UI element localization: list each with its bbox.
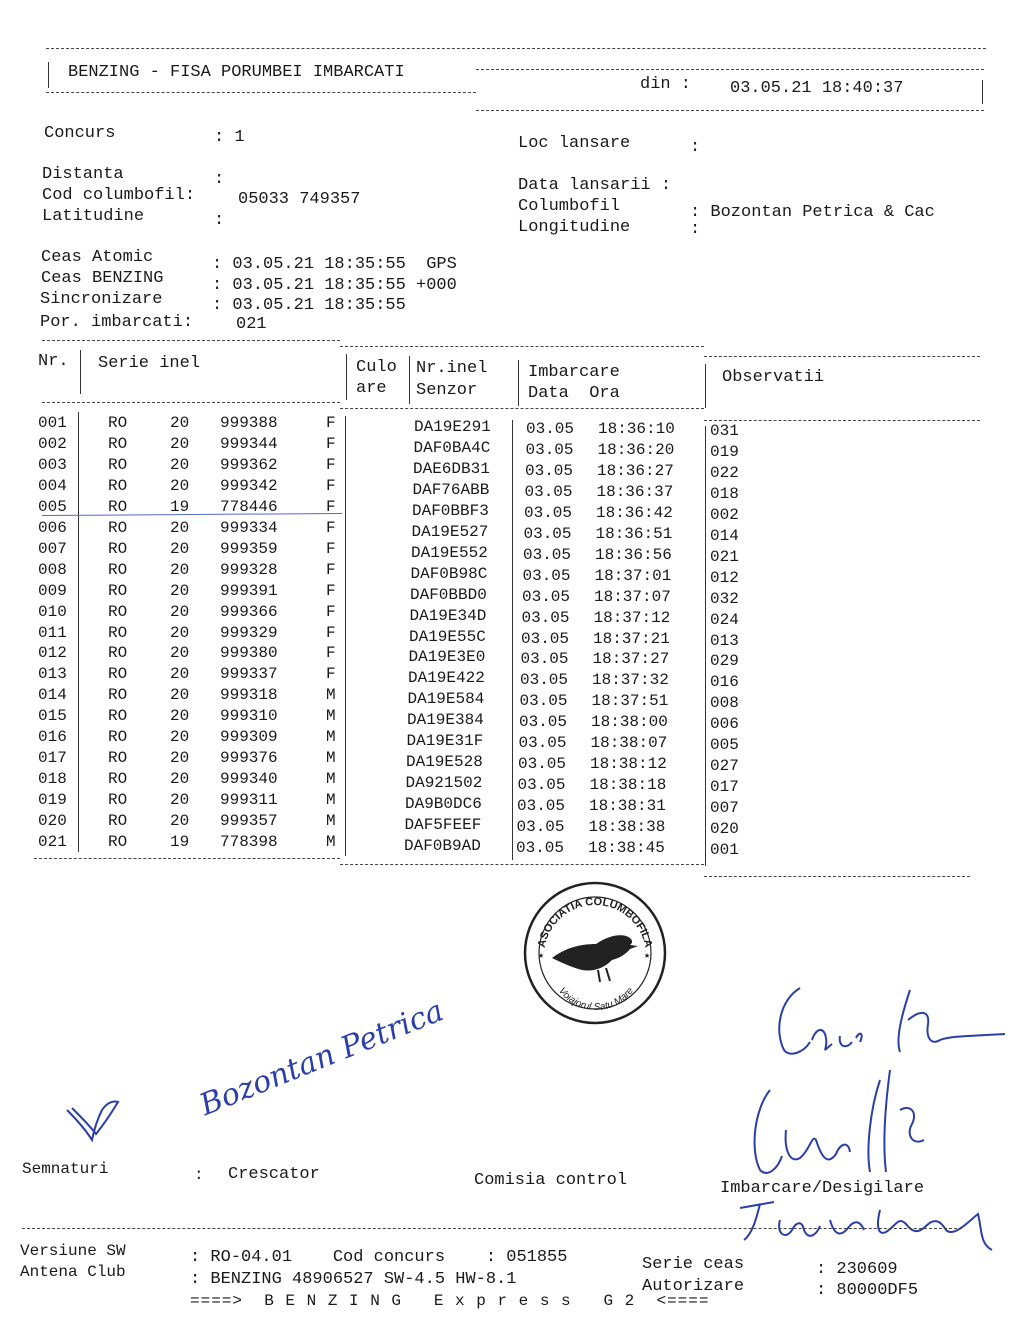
row-sex: F — [326, 434, 336, 453]
autorizare-value: : 80000DF5 — [816, 1281, 919, 1300]
row-sex: F — [326, 560, 336, 579]
row-sensor-id: DA921502 — [405, 774, 483, 793]
row-observation: 007 — [710, 799, 739, 818]
handwritten-crescator-name: Bozontan Petrica — [194, 993, 449, 1123]
row-time: 18:36:42 — [596, 503, 673, 522]
column-header-imbarcare-1: Imbarcare — [528, 363, 620, 382]
row-sex: M — [326, 812, 336, 831]
row-nr: 005 — [38, 497, 67, 516]
row-time: 18:37:21 — [593, 629, 670, 648]
row-country: RO — [108, 707, 128, 726]
comisia-control-label: Comisia control — [474, 1171, 628, 1190]
row-observation: 018 — [710, 484, 739, 503]
row-country: RO — [108, 728, 128, 747]
row-year: 20 — [170, 518, 190, 537]
crescator-label: Crescator — [228, 1165, 320, 1184]
row-country: RO — [108, 791, 128, 810]
association-stamp — [520, 878, 670, 1028]
row-sensor-id: DA19E584 — [407, 690, 485, 709]
row-nr: 009 — [38, 581, 67, 600]
row-date: 03.05 — [521, 629, 570, 648]
row-date: 03.05 — [518, 734, 567, 753]
data-lansarii-label: Data lansarii : — [518, 176, 672, 195]
footer-rule — [22, 1228, 962, 1229]
row-observation: 017 — [710, 778, 739, 797]
porumbei-imbarcati-value: 021 — [236, 315, 267, 334]
porumbei-imbarcati-label: Por. imbarcati: — [40, 313, 194, 332]
row-nr: 013 — [38, 665, 67, 684]
stamp-bottom-text: Voiajorul Satu Mare — [556, 985, 636, 1014]
latitudine-label: Latitudine — [42, 207, 145, 226]
row-sex: M — [326, 749, 336, 768]
header-datetime: 03.05.21 18:40:37 — [730, 79, 904, 98]
row-year: 20 — [170, 665, 190, 684]
row-observation: 013 — [710, 631, 739, 650]
row-time: 18:38:18 — [589, 776, 667, 795]
row-ring-number: 999357 — [220, 812, 278, 831]
row-year: 20 — [170, 539, 190, 558]
row-ring-number: 778398 — [220, 833, 278, 851]
row-date: 03.05 — [525, 440, 574, 459]
row-observation: 001 — [710, 841, 739, 859]
row-observation: 006 — [710, 715, 739, 734]
row-observation: 016 — [710, 673, 739, 692]
row-time: 18:37:51 — [591, 692, 669, 711]
body-divider-observatii — [705, 426, 706, 866]
header-top-rule — [46, 48, 986, 49]
row-time: 18:37:01 — [594, 566, 672, 585]
table-header-bottom-rule — [42, 402, 340, 403]
row-time: 18:36:27 — [597, 461, 674, 480]
row-nr: 014 — [38, 686, 67, 705]
header-bottom-rule-right — [476, 110, 984, 111]
row-time: 18:38:31 — [589, 797, 666, 816]
body-divider-culoare — [345, 416, 346, 856]
row-sensor-id: DA19E3E0 — [408, 648, 486, 667]
row-date: 03.05 — [523, 524, 572, 543]
row-sensor-id: DA19E291 — [414, 418, 491, 436]
row-nr: 016 — [38, 728, 67, 747]
imbarcare-desigilare-label: Imbarcare/Desigilare — [720, 1179, 925, 1198]
row-sex: M — [326, 833, 336, 851]
row-country: RO — [108, 644, 128, 663]
row-time: 18:36:10 — [598, 420, 675, 438]
body-divider-nrinel — [512, 420, 513, 860]
row-sex: F — [326, 581, 336, 600]
semnaturi-label: Semnaturi — [22, 1160, 109, 1178]
table-header-bottom-rule-mid — [340, 408, 704, 409]
header-right-bar — [982, 80, 983, 104]
row-country: RO — [108, 770, 128, 789]
row-sensor-id: DAF0BBF3 — [412, 501, 489, 520]
row-nr: 019 — [38, 791, 67, 810]
stamp-star-right-icon: ★ — [644, 951, 651, 962]
columbofil-label: Columbofil — [518, 197, 621, 216]
row-sex: F — [326, 497, 336, 516]
pigeon-icon — [552, 935, 638, 982]
concurs-value: : 1 — [214, 128, 245, 147]
table-bottom-rule-right — [704, 876, 970, 877]
row-nr: 004 — [38, 476, 67, 495]
row-sex: F — [326, 665, 336, 684]
row-sensor-id: DAF0BA4C — [413, 438, 491, 457]
row-ring-number: 999318 — [220, 686, 278, 705]
column-header-imbarcare-2: Data Ora — [528, 384, 620, 403]
row-sex: M — [326, 707, 336, 726]
svg-text:ASOCIATIA COLUMBOFILA — [536, 896, 655, 949]
row-sex: F — [326, 518, 336, 537]
row-nr: 008 — [38, 560, 67, 579]
row-sex: F — [326, 455, 336, 474]
row-ring-number: 999388 — [220, 414, 278, 432]
row-sensor-id: DAF0BBD0 — [410, 585, 487, 604]
row-year: 20 — [170, 455, 190, 474]
table-top-rule-mid — [340, 346, 704, 347]
row-time: 18:38:07 — [590, 734, 668, 753]
stamp-star-left-icon: ★ — [538, 951, 545, 962]
row-year: 20 — [170, 686, 190, 705]
longitudine-value: : — [690, 220, 701, 239]
header-divider-observatii — [705, 364, 706, 408]
row-ring-number: 999329 — [220, 623, 278, 642]
row-country: RO — [108, 560, 128, 579]
row-nr: 007 — [38, 539, 67, 558]
row-observation: 027 — [710, 757, 739, 776]
row-date: 03.05 — [519, 713, 568, 732]
ceas-atomic-value: : 03.05.21 18:35:55 GPS — [212, 255, 457, 274]
row-ring-number: 999334 — [220, 518, 278, 537]
row-sex: F — [326, 623, 336, 642]
row-ring-number: 999359 — [220, 539, 278, 558]
row-year: 20 — [170, 644, 190, 663]
sincronizare-label: Sincronizare — [40, 290, 163, 309]
row-date: 03.05 — [519, 692, 568, 711]
handwritten-signature-bottom — [730, 1190, 1000, 1260]
distanta-label: Distanta — [42, 165, 124, 184]
row-ring-number: 999380 — [220, 644, 278, 663]
row-ring-number: 999362 — [220, 455, 278, 474]
row-date: 03.05 — [524, 482, 573, 501]
row-country: RO — [108, 455, 128, 474]
row-country: RO — [108, 833, 128, 851]
row-observation: 032 — [710, 589, 739, 608]
row-nr: 003 — [38, 455, 67, 474]
row-ring-number: 999337 — [220, 665, 278, 684]
row-time: 18:36:56 — [595, 545, 672, 564]
row-observation: 019 — [710, 442, 739, 461]
row-country: RO — [108, 414, 128, 432]
header-divider-nrinel — [409, 356, 410, 404]
row-sensor-id: DA19E55C — [409, 627, 486, 646]
row-ring-number: 999376 — [220, 749, 278, 768]
row-country: RO — [108, 812, 128, 831]
row-time: 18:37:12 — [593, 608, 671, 627]
row-sex: M — [326, 728, 336, 747]
table-top-rule — [42, 340, 340, 341]
row-time: 18:38:45 — [588, 839, 665, 857]
footer-line-device: : BENZING 48906527 SW-4.5 HW-8.1 — [190, 1270, 517, 1289]
row-date: 03.05 — [516, 839, 565, 857]
row-date: 03.05 — [520, 671, 569, 690]
row-sensor-id: DA19E384 — [407, 711, 484, 730]
row-observation: 005 — [710, 736, 739, 755]
row-time: 18:37:32 — [592, 671, 669, 690]
row-year: 20 — [170, 770, 190, 789]
row-nr: 002 — [38, 434, 67, 453]
row-time: 18:38:00 — [591, 713, 668, 732]
column-header-culoare-1: Culo — [356, 358, 397, 377]
row-ring-number: 999340 — [220, 770, 278, 789]
table-top-rule-right — [704, 356, 980, 357]
footer-line-version: : RO-04.01 Cod concurs : 051855 — [190, 1248, 568, 1267]
row-country: RO — [108, 518, 128, 537]
row-date: 03.05 — [521, 608, 570, 627]
serie-ceas-label: Serie ceas — [642, 1255, 745, 1274]
row-date: 03.05 — [517, 797, 566, 816]
row-ring-number: 999342 — [220, 476, 278, 495]
cod-columbofil-value: 05033 749357 — [238, 190, 361, 209]
row-date: 03.05 — [525, 461, 574, 480]
row-year: 20 — [170, 728, 190, 747]
svg-text:Voiajorul Satu Mare — [556, 985, 636, 1013]
latitudine-value: : — [214, 211, 225, 230]
body-divider-nr — [78, 412, 79, 852]
row-date: 03.05 — [526, 420, 575, 438]
header-divider-culoare — [346, 354, 347, 400]
row-ring-number: 999328 — [220, 560, 278, 579]
ceas-benzing-label: Ceas BENZING — [41, 269, 164, 288]
row-time: 18:36:51 — [595, 524, 673, 543]
row-country: RO — [108, 749, 128, 768]
column-header-serie-inel: Serie inel — [98, 354, 201, 373]
row-year: 20 — [170, 749, 190, 768]
row-country: RO — [108, 665, 128, 684]
row-sensor-id: DA19E422 — [408, 669, 485, 688]
row-country: RO — [108, 434, 128, 453]
handwritten-signature-right-middle — [740, 1060, 940, 1190]
row-observation: 014 — [710, 526, 739, 545]
document-title: BENZING - FISA PORUMBEI IMBARCATI — [68, 63, 405, 82]
row-nr: 010 — [38, 602, 67, 621]
row-sensor-id: DAF0B98C — [410, 564, 488, 583]
header-left-bar — [48, 62, 49, 88]
column-header-nr: Nr. — [38, 352, 69, 371]
row-date: 03.05 — [522, 587, 571, 606]
row-year: 20 — [170, 623, 190, 642]
row-nr: 020 — [38, 812, 67, 831]
cod-columbofil-label: Cod columbofil: — [42, 186, 196, 205]
row-ring-number: 999391 — [220, 581, 278, 600]
column-header-observatii: Observatii — [722, 368, 825, 387]
row-country: RO — [108, 602, 128, 621]
row-year: 20 — [170, 791, 190, 810]
row-ring-number: 999310 — [220, 707, 278, 726]
row-year: 20 — [170, 560, 190, 579]
ceas-benzing-value: : 03.05.21 18:35:55 +000 — [212, 276, 457, 295]
row-sensor-id: DAE6DB31 — [413, 459, 490, 478]
row-ring-number: 999366 — [220, 602, 278, 621]
row-nr: 018 — [38, 770, 67, 789]
loc-lansare-label: Loc lansare — [518, 134, 631, 153]
row-year: 20 — [170, 707, 190, 726]
antena-club-label: Antena Club — [20, 1263, 126, 1281]
serie-ceas-value: : 230609 — [816, 1260, 898, 1279]
row-country: RO — [108, 623, 128, 642]
row-year: 19 — [170, 833, 190, 851]
row-time: 18:36:37 — [596, 482, 674, 501]
row-sex: M — [326, 770, 336, 789]
row-ring-number: 999311 — [220, 791, 278, 810]
row-sensor-id: DA19E34D — [409, 606, 487, 625]
header-mid-rule — [476, 69, 984, 70]
row-nr: 011 — [38, 623, 67, 642]
columbofil-value: : Bozontan Petrica & Cac — [690, 203, 935, 222]
row-year: 20 — [170, 581, 190, 600]
autorizare-label: Autorizare — [642, 1277, 745, 1296]
row-sensor-id: DA19E528 — [406, 753, 483, 772]
column-header-culoare-2: are — [356, 379, 387, 398]
table-bottom-rule-mid — [340, 864, 704, 865]
row-year: 20 — [170, 602, 190, 621]
semnaturi-colon: : — [194, 1166, 204, 1184]
row-sensor-id: DA19E31F — [406, 732, 484, 751]
row-country: RO — [108, 581, 128, 600]
row-nr: 006 — [38, 518, 67, 537]
row-observation: 029 — [710, 652, 739, 671]
row-observation: 031 — [710, 422, 739, 440]
handwritten-signature-left — [62, 1090, 132, 1150]
row-date: 03.05 — [516, 818, 565, 837]
row-nr: 021 — [38, 833, 67, 851]
row-date: 03.05 — [518, 755, 567, 774]
row-time: 18:38:38 — [588, 818, 666, 837]
row-sex: M — [326, 686, 336, 705]
row-time: 18:36:20 — [597, 440, 675, 459]
row-sex: F — [326, 476, 336, 495]
row-sex: F — [326, 539, 336, 558]
row-year: 20 — [170, 812, 190, 831]
concurs-label: Concurs — [44, 124, 116, 143]
row-observation: 022 — [710, 463, 739, 482]
row-country: RO — [108, 476, 128, 495]
header-divider-nr — [80, 350, 81, 394]
row-nr: 001 — [38, 414, 67, 432]
row-nr: 015 — [38, 707, 67, 726]
header-din-label: din : — [640, 75, 692, 94]
row-ring-number: 999344 — [220, 434, 278, 453]
benzing-express-banner: ====> B E N Z I N G E x p r e s s G 2 <==== — [190, 1292, 710, 1310]
column-header-nr-inel-1: Nr.inel — [416, 359, 488, 378]
row-observation: 020 — [710, 820, 739, 839]
row-date: 03.05 — [523, 545, 572, 564]
row-date: 03.05 — [524, 503, 573, 522]
header-bottom-rule — [46, 92, 476, 93]
row-year: 20 — [170, 414, 190, 432]
row-time: 18:37:07 — [594, 587, 671, 606]
row-date: 03.05 — [517, 776, 566, 795]
loc-lansare-value: : — [690, 138, 701, 157]
row-observation: 002 — [710, 505, 739, 524]
row-sensor-id: DA9B0DC6 — [405, 795, 482, 814]
row-sensor-id: DA19E552 — [411, 543, 488, 562]
row-observation: 012 — [710, 568, 739, 587]
row-sex: F — [326, 602, 336, 621]
row-observation: 024 — [710, 610, 739, 629]
sincronizare-value: : 03.05.21 18:35:55 — [212, 296, 406, 315]
row-sex: F — [326, 644, 336, 663]
row-year: 20 — [170, 434, 190, 453]
row-nr: 017 — [38, 749, 67, 768]
row-country: RO — [108, 497, 128, 516]
header-divider-imbarcare — [518, 360, 519, 406]
row-year: 20 — [170, 476, 190, 495]
row-ring-number: 778446 — [220, 497, 278, 516]
row-time: 18:37:27 — [592, 650, 670, 669]
ceas-atomic-label: Ceas Atomic — [41, 248, 154, 267]
row-sensor-id: DA19E527 — [411, 522, 489, 541]
row-sensor-id: DAF0B9AD — [404, 837, 481, 855]
row-time: 18:38:12 — [590, 755, 667, 774]
row-sensor-id: DAF76ABB — [412, 480, 490, 499]
column-header-nr-inel-2: Senzor — [416, 381, 478, 400]
distanta-value: : — [214, 170, 225, 189]
handwritten-signature-right-top — [760, 980, 1010, 1070]
row-ring-number: 999309 — [220, 728, 278, 747]
row-sex: F — [326, 414, 336, 432]
row-country: RO — [108, 686, 128, 705]
row-year: 19 — [170, 497, 190, 516]
longitudine-label: Longitudine — [518, 218, 631, 237]
table-bottom-rule — [34, 858, 340, 859]
row-date: 03.05 — [522, 566, 571, 585]
row-sex: M — [326, 791, 336, 810]
versiune-sw-label: Versiune SW — [20, 1242, 126, 1260]
row-date: 03.05 — [520, 650, 569, 669]
row-observation: 021 — [710, 547, 739, 566]
row-observation: 008 — [710, 694, 739, 713]
row-sensor-id: DAF5FEEF — [404, 816, 482, 835]
stamp-top-text: ASOCIATIA COLUMBOFILA — [535, 895, 655, 949]
row-country: RO — [108, 539, 128, 558]
row-nr: 012 — [38, 644, 67, 663]
